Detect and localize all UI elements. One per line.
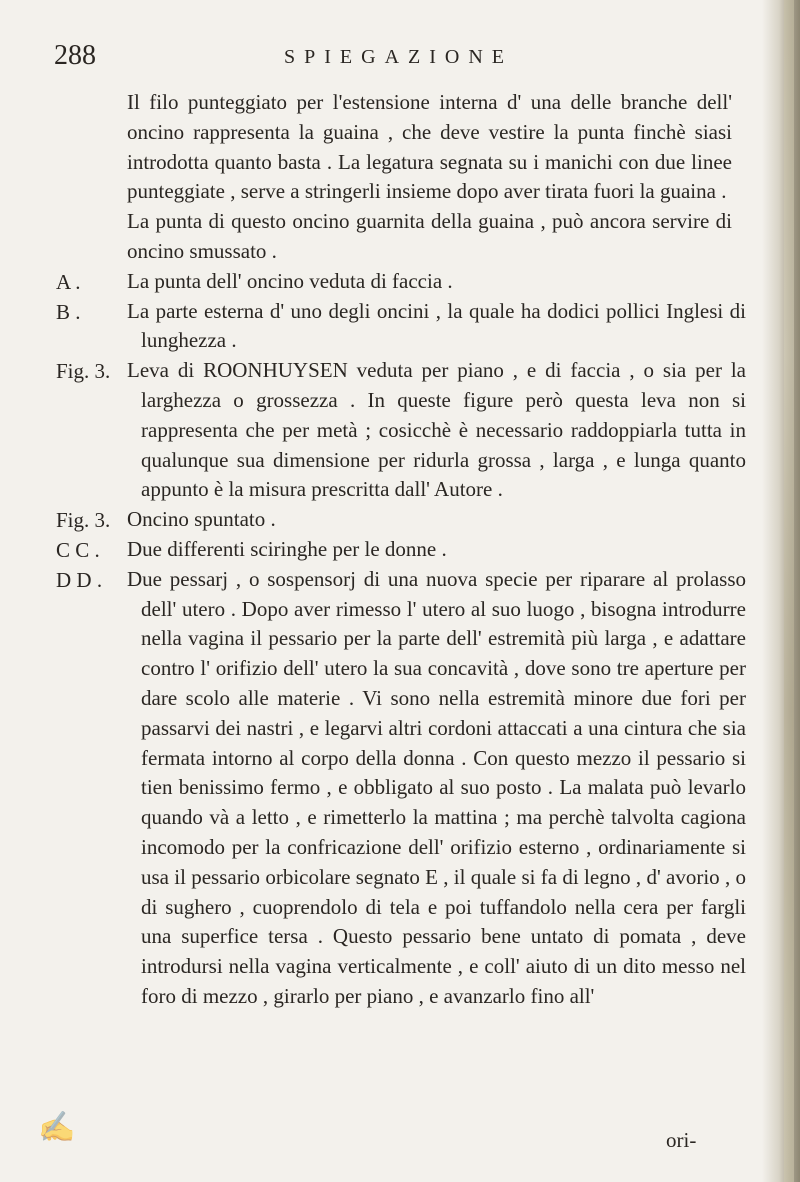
entry-DD <box>0 565 760 1012</box>
running-title: SPIEGAZIONE <box>284 46 513 68</box>
page-edge-texture <box>784 0 794 1182</box>
entry-text: Due differenti sciringhe per le donne . <box>127 536 447 561</box>
entry-text: Leva di ROONHUYSEN veduta per piano , e di faccia , o sia per la larghezza o grossezza . In queste figure però questa leva non si rappresenta che per metà ; cosicchè è necessario raddoppiarla tutta in qualunque sua dimensione per ridurla grossa , larga , e lunga quanto appunto è la misura prescritta dall' Autore . <box>127 358 746 502</box>
page-header <box>54 40 694 76</box>
entry-label: Fig. 3. <box>56 359 111 384</box>
entry-text: La punta dell' oncino veduta di faccia . <box>127 268 453 293</box>
entry-text: La parte esterna d' uno degli oncini , la quale ha dodici pollici Inglesi di lunghezza . <box>127 298 746 353</box>
catchword: ori- <box>666 1128 697 1152</box>
entry-B <box>0 297 760 357</box>
ink-smudge: ✍ <box>38 1111 76 1144</box>
page-number: 288 <box>54 40 96 71</box>
entry-label: A . <box>56 269 81 294</box>
entry-fig-3-oncino <box>0 505 760 535</box>
entry-label: D D . <box>56 567 103 592</box>
entry-label: B . <box>56 299 81 324</box>
page-body <box>0 88 760 1012</box>
entry-paragraph-1 <box>0 88 760 207</box>
entry-paragraph-2 <box>0 207 760 267</box>
entry-A <box>0 267 760 297</box>
entry-text: Il filo punteggiato per l'estensione interna d' una delle branche dell' oncino rappresenta la guaina , che deve vestire la punta finchè siasi introdotta quanto basta . La legatura segnata su i manichi con due linee punteggiate , serve a stringerli insieme dopo aver tirata fuori la guaina . <box>127 90 732 204</box>
entry-CC <box>0 535 760 565</box>
entry-label: C C . <box>56 537 100 562</box>
entry-text: Due pessarj , o sospensorj di una nuova specie per riparare al prolasso dell' utero . Dopo aver rimesso l' utero al suo luogo , bisogna introdurre nella vagina il pessario per la parte dell' estremità più larga , e adattare contro l' orifizio dell' utero la sua concavità , dove sono tre aperture per dare scolo alle materie . Vi sono nella estremità minore due fori per passarvi dei nastri , e legarvi altri cordoni attaccati a una cintura che sia fermata intorno al corpo della donna . Con questo mezzo il pessario si tien benissimo fermo , e obbligato al suo posto . La malata può levarlo quando và a letto , e rimetterlo la mattina ; ma perchè talvolta cagiona incomodo per la confricazione dell' orifizio esterno , ordinariamente si usa il pessario orbicolare segnato E , il quale si fa di legno , d' avorio , o di sughero , cuoprendolo di tela e poi tuffandolo nella cera per fargli una superfice tersa . Questo pessario bene untato di pomata , deve introdursi nella vagina verticalmente , e coll' aiuto di un dito messo nel foro di mezzo , girarlo per piano , e avanzarlo fino all' <box>127 566 746 1008</box>
entry-text: La punta di questo oncino guarnita della guaina , può ancora servire di oncino smussato . <box>127 209 732 263</box>
entry-fig-3-leva <box>0 356 760 505</box>
entry-label: Fig. 3. <box>56 508 111 533</box>
page-edge-shadow <box>762 0 800 1182</box>
entry-text: Oncino spuntato . <box>127 507 276 532</box>
